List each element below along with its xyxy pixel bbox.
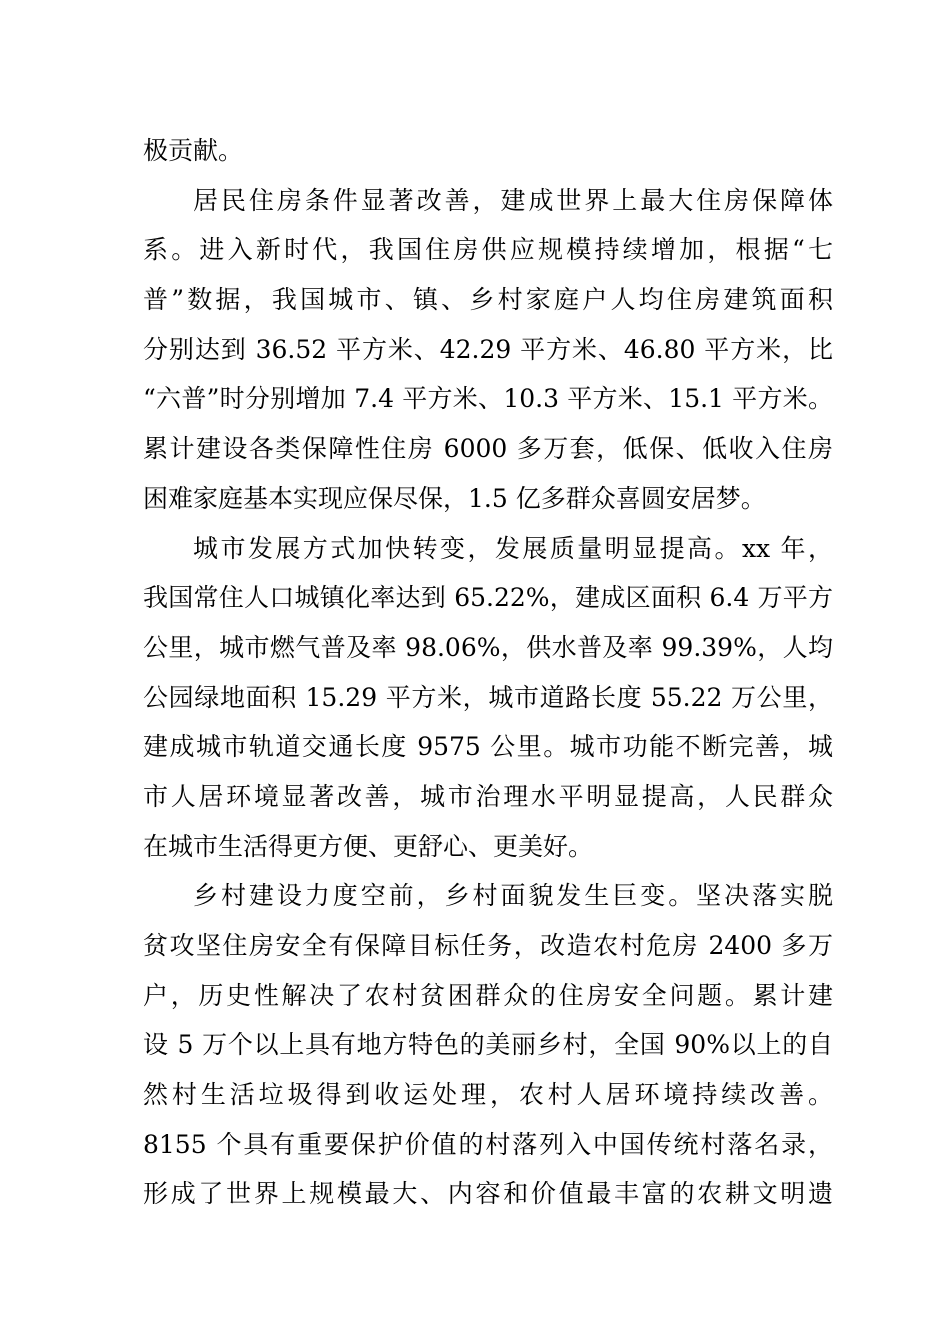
paragraph-1-line-1: 系。进入新时代，我国住房供应规模持续增加，根据“七 [143, 235, 833, 265]
paragraph-3-line-2: 户，历史性解决了农村贫困群众的住房安全问题。累计建 [143, 980, 833, 1010]
paragraph-2-line-4: 建成城市轨道交通长度 9575 公里。城市功能不断完善，城 [143, 732, 833, 762]
paragraph-3-line-4: 然村生活垃圾得到收运处理，农村人居环境持续改善。 [143, 1080, 833, 1110]
paragraph-3-line-1: 贫攻坚住房安全有保障目标任务，改造农村危房 2400 多万 [143, 931, 833, 960]
paragraph-0-line-0: 极贡献。 [143, 136, 244, 165]
paragraph-1-line-6: 困难家庭基本实现应保尽保，1.5 亿多群众喜圆安居梦。 [143, 483, 766, 513]
paragraph-2-line-2: 公里，城市燃气普及率 98.06%，供水普及率 99.39%，人均 [143, 632, 833, 662]
paragraph-3-line-6: 形成了世界上规模最大、内容和价值最丰富的农耕文明遗 [143, 1179, 833, 1209]
document-body [143, 126, 833, 1219]
paragraph-1-line-0: 居民住房条件显著改善，建成世界上最大住房保障体 [193, 185, 833, 215]
paragraph-2-line-6: 在城市生活得更方便、更舒心、更美好。 [143, 831, 594, 861]
paragraph-2-line-0: 城市发展方式加快转变，发展质量明显提高。xx 年， [193, 533, 833, 563]
paragraph-3-line-3: 设 5 万个以上具有地方特色的美丽乡村，全国 90%以上的自 [143, 1030, 833, 1060]
paragraph-1-line-4: “六普”时分别增加 7.4 平方米、10.3 平方米、15.1 平方米。 [143, 384, 833, 414]
paragraph-2-line-5: 市人居环境显著改善，城市治理水平明显提高，人民群众 [143, 781, 833, 811]
paragraph-3-line-5: 8155 个具有重要保护价值的村落列入中国传统村落名录， [143, 1129, 833, 1159]
paragraph-3-line-0: 乡村建设力度空前，乡村面貌发生巨变。坚决落实脱 [193, 881, 833, 911]
paragraph-2-line-3: 公园绿地面积 15.29 平方米，城市道路长度 55.22 万公里， [143, 682, 833, 712]
paragraph-1-line-3: 分别达到 36.52 平方米、42.29 平方米、46.80 平方米，比 [143, 334, 833, 364]
paragraph-2-line-1: 我国常住人口城镇化率达到 65.22%，建成区面积 6.4 万平方 [143, 583, 833, 613]
paragraph-1-line-2: 普”数据，我国城市、镇、乡村家庭户人均住房建筑面积 [143, 285, 833, 315]
paragraph-1-line-5: 累计建设各类保障性住房 6000 多万套，低保、低收入住房 [143, 434, 833, 464]
